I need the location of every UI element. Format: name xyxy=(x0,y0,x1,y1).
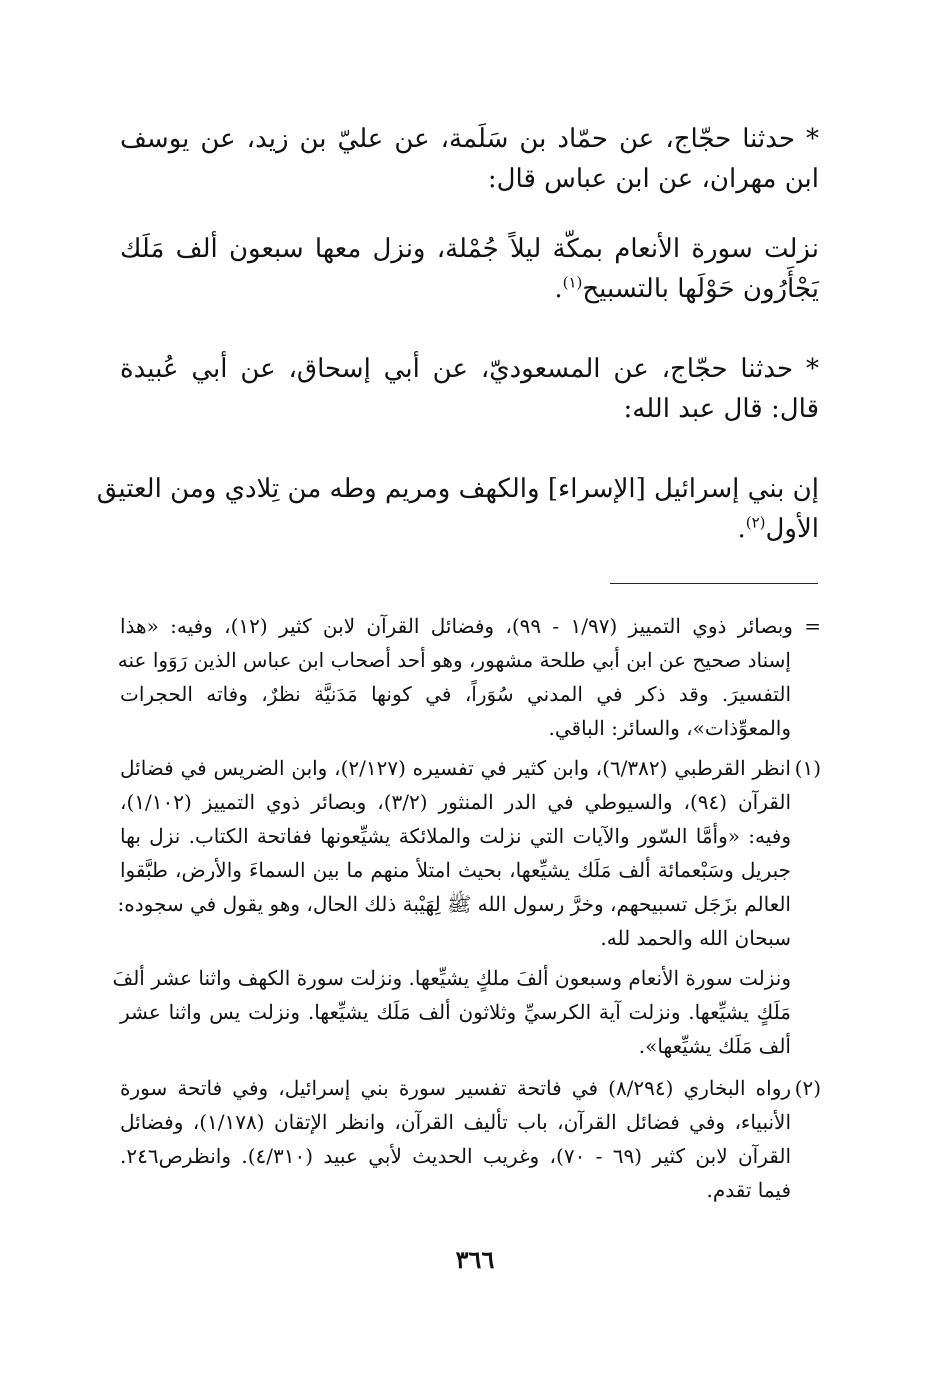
matn-line-4: الأول$^{(٢)}$. xyxy=(737,513,819,544)
footnote-1-line-2: القرآن (٩٤)، والسيوطي في الدر المنثور (٣/٢)، وبصائر ذوي التمييز (١/١٠٢)، xyxy=(120,790,792,814)
footnote-1-line-6: سبحان الله والحمد لله. xyxy=(600,926,791,950)
footnote-cont-line-1: = وبصائر ذوي التمييز (١/٩٧ - ٩٩)، وفضائل القرآن لابن كثير (١٢)، وفيه: «هذا xyxy=(120,614,822,638)
footnote-1-line-1: انظر القرطبي (٦/٣٨٢)، وابن كثير في تفسيره (٢/١٢٧)، وابن الضريس في فضائل xyxy=(120,756,791,780)
footnote-cont-line-4: والمعوِّذات»، والسائر: الباقي. xyxy=(548,716,791,740)
footnote-cont-line-3: التفسيرَ. وقد ذكر في المدني سُوَراً، في كونها مَدَنيَّة نظرٌ، وفاته الحجرات xyxy=(120,682,791,706)
footnote-ref-1: (١) xyxy=(562,273,583,292)
footnote-2-line-1: رواه البخاري (٨/٢٩٤) في فاتحة تفسير سورة بني إسرائيل، وفي فاتحة سورة xyxy=(120,1076,792,1100)
footnote-1-line-4: جبريل وسَبْعمائة ألف مَلَك يشيِّعها، بحيث امتلأ منهم ما بين السماءَ والأرض، طبَّقوا xyxy=(120,858,791,882)
footnote-1-line-8: مَلَكٍ يشيِّعها. ونزلت آية الكرسيِّ وثلاثون ألف مَلَك يشيِّعها. ونزلت يس واثنا عشر xyxy=(120,1000,791,1024)
footnote-2-line-3: القرآن لابن كثير (٦٩ - ٧٠)، وغريب الحديث لأبي عبيد (٤/٣١٠). وانظرص٢٤٦. xyxy=(120,1144,791,1168)
footnote-1-line-7: ونزلت سورة الأنعام وسبعون ألفَ ملكٍ يشيِّعها. ونزلت سورة الكهف واثنا عشر ألفَ xyxy=(112,966,791,990)
footnote-1-line-3: وفيه: «وأمَّا السّور والآيات التي نزلت والملائكة يشيِّعونها ففاتحة الكتاب. نزل بها xyxy=(120,824,791,848)
isnad-line-4: قال: قال عبد الله: xyxy=(623,394,819,424)
footnote-ref-2: (٢) xyxy=(745,513,766,532)
footnote-separator xyxy=(610,583,818,584)
footnote-2-label: (٢) xyxy=(794,1076,821,1100)
matn-line-3: إن بني إسرائيل [الإسراء] والكهف ومريم وطه من تِلادي ومن العتيق xyxy=(96,474,819,504)
isnad-line-3: * حدثنا حجّاج، عن المسعوديّ، عن أبي إسحاق، عن أبي عُبيدة xyxy=(120,354,819,384)
footnote-2-line-4: فيما تقدم. xyxy=(706,1178,791,1202)
matn-line-2: يَجْأَرُون حَوْلَها بالتسبيح$^{(١)}$. xyxy=(554,273,819,304)
footnote-cont-line-2: إسناد صحيح عن ابن أبي طلحة مشهور، وهو أحد أصحاب ابن عباس الذين رَوَوا عنه xyxy=(117,648,791,672)
matn-line-1: نزلت سورة الأنعام بمكّة ليلاً جُمْلة، ونزل معها سبعون ألف مَلَك xyxy=(120,234,819,264)
footnote-1-line-5: العالم بزَجَل تسبيحهم، وخرَّ رسول الله ﷺ لِهَيْبة ذلك الحال، وهو يقول في سجوده: xyxy=(117,892,791,916)
page-number: ٣٦٦ xyxy=(455,1245,495,1274)
footnote-2-line-2: الأنبياء، وفي فضائل القرآن، باب تأليف القرآن، وانظر الإتقان (١/١٧٨)، وفضائل xyxy=(120,1110,792,1134)
isnad-line-2: ابن مهران، عن ابن عباس قال: xyxy=(487,164,819,194)
footnote-1-line-9: ألف مَلَك يشيِّعها». xyxy=(638,1034,791,1058)
isnad-line-1: * حدثنا حجّاج، عن حمّاد بن سَلَمة، عن عليّ بن زيد، عن يوسف xyxy=(120,124,819,154)
footnote-1-label: (١) xyxy=(794,756,821,780)
matn-text: يَجْأَرُون حَوْلَها بالتسبيح xyxy=(582,274,819,304)
